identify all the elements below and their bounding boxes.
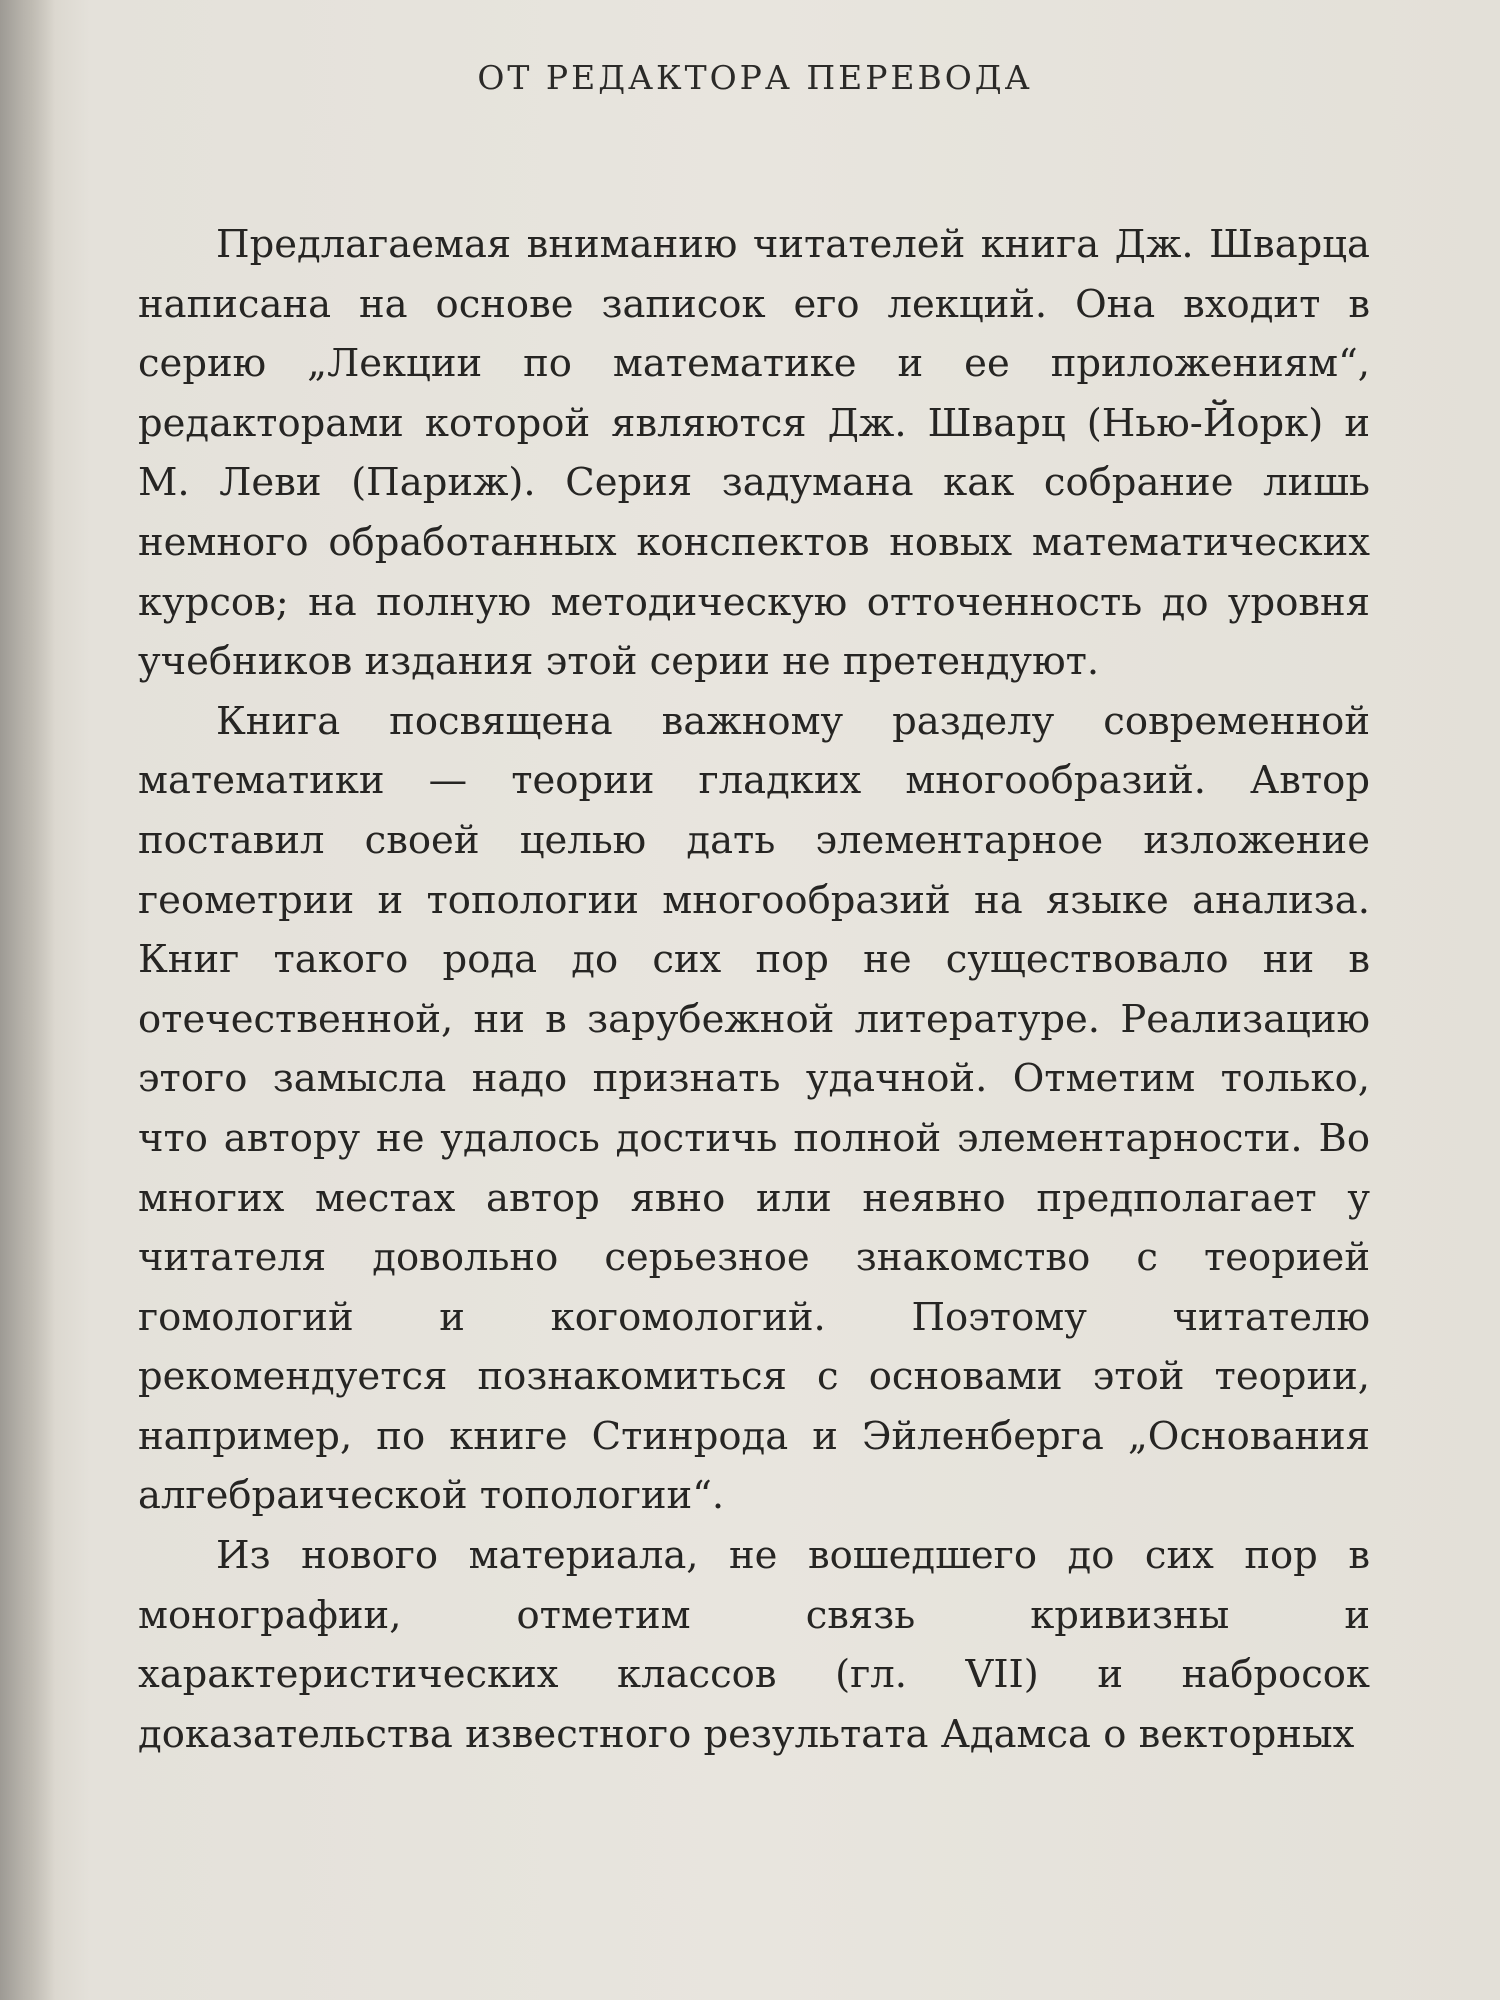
page-body xyxy=(138,215,1370,1764)
paragraph: Книга посвящена важному разделу современной математики — теории гладких многообразий. Автор поставил своей целью дать элементарное изложение геометрии и топологии многообразий на языке анализа. Книг такого рода до сих пор не существовало ни в отечественной, ни в зарубежной литературе. Реализацию этого замысла надо признать удачной. Отметим только, что автору не удалось достичь полной элементарности. Во многих местах автор явно или неявно предполагает у читателя довольно серьезное знакомство с теорией гомологий и когомологий. Поэтому читателю рекомендуется познакомиться с основами этой теории, например, по книге Стинрода и Эйленберга „Основания алгебраической топологии“. xyxy=(138,698,1370,1519)
paragraph: Из нового материала, не вошедшего до сих пор в монографии, отметим связь кривизны и характеристических классов (гл. VII) и набросок доказательства известного результата Адамса о векторных xyxy=(138,1533,1370,1757)
paragraph: Предлагаемая вниманию читателей книга Дж. Шварца написана на основе записок его лекций. Она входит в серию „Лекции по математике и ее приложениям“, редакторами которой являются Дж. Шварц (Нью-Йорк) и М. Леви (Париж). Серия задумана как собрание лишь немного обработанных конспектов новых математических курсов; на полную методическую отточенность до уровня учебников издания этой серии не претендуют. xyxy=(138,222,1370,685)
running-head: ОТ РЕДАКТОРА ПЕРЕВОДА xyxy=(477,58,1033,97)
